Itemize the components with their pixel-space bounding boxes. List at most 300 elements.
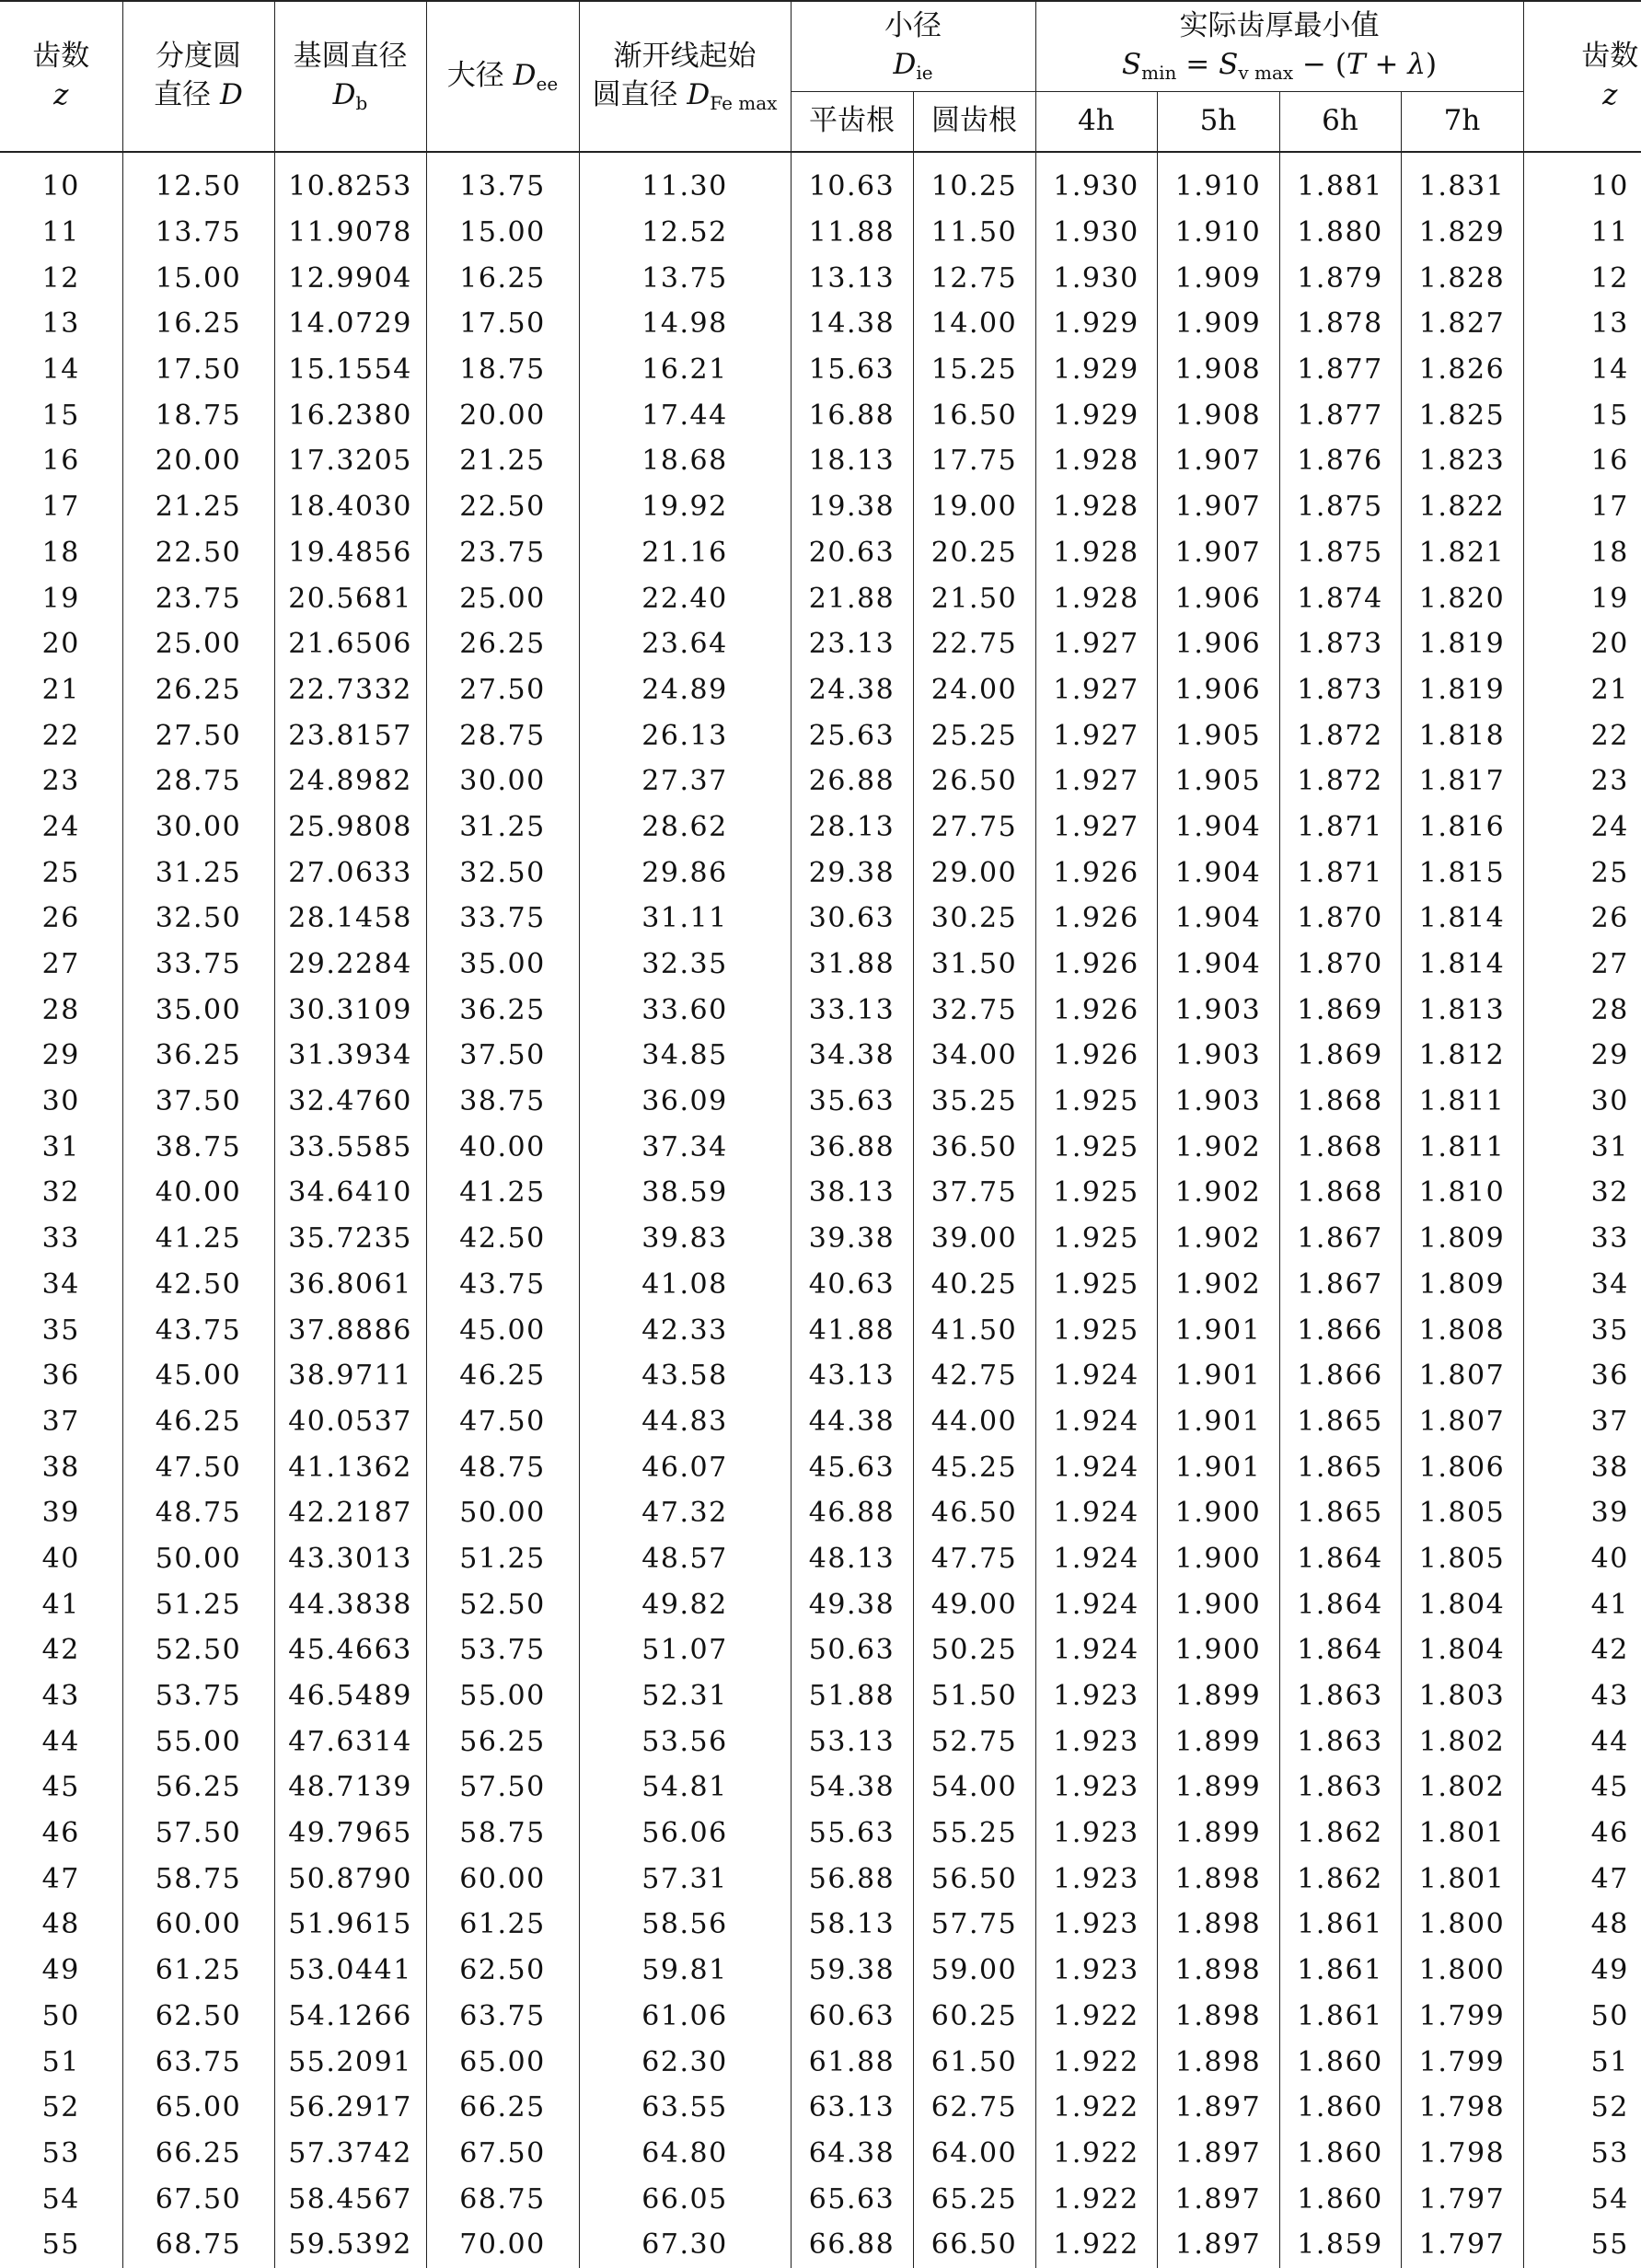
cell-tooth-count: 23 [41,765,80,798]
cell-minor-round-root: 37.75 [913,1170,1035,1216]
table-body [0,152,1641,2268]
cell-base-diameter: 47.6314 [274,1718,426,1765]
cell-smin-5h: 1.902 [1157,1124,1279,1170]
cell-major-diameter: 28.75 [426,712,579,758]
cell-smin-6h: 1.881 [1279,152,1401,210]
cell-tooth-count-right: 39 [1523,1490,1641,1536]
cell-smin-5h: 1.905 [1157,712,1279,758]
cell-smin-4h: 1.923 [1035,1948,1157,1994]
cell-smin-4h: 1.925 [1035,1307,1157,1353]
table-row [0,392,1641,438]
cell-minor-round-root: 54.00 [913,1765,1035,1811]
cell-base-diameter: 43.3013 [274,1536,426,1582]
cell-base-diameter: 16.2380 [274,392,426,438]
cell-involute-start-diameter: 44.83 [579,1399,791,1445]
table-row [0,712,1641,758]
header-svmax-symbol: S [1219,48,1239,82]
cell-pitch-diameter: 55.00 [122,1718,274,1765]
cell-pitch-diameter: 48.75 [122,1490,274,1536]
cell-involute-start-diameter: 53.56 [579,1718,791,1765]
cell-base-diameter: 40.0537 [274,1399,426,1445]
cell-smin-6h: 1.861 [1279,1948,1401,1994]
cell-smin-7h: 1.798 [1401,2131,1523,2177]
cell-minor-flat-root: 11.88 [791,210,913,256]
header-involute-start-label2: 圆直径 [592,78,678,111]
cell-smin-7h: 1.814 [1401,896,1523,942]
cell-smin-6h: 1.860 [1279,2039,1401,2085]
cell-smin-4h: 1.922 [1035,2085,1157,2131]
cell-major-diameter: 50.00 [426,1490,579,1536]
cell-smin-6h: 1.860 [1279,2085,1401,2131]
cell-smin-7h: 1.800 [1401,1902,1523,1948]
cell-smin-5h: 1.899 [1157,1811,1279,1857]
cell-smin-6h: 1.861 [1279,1902,1401,1948]
cell-smin-4h: 1.922 [1035,1994,1157,2040]
cell-pitch-diameter: 25.00 [122,621,274,667]
cell-smin-5h: 1.904 [1157,804,1279,850]
cell-minor-round-root: 60.25 [913,1994,1035,2040]
cell-involute-start-diameter: 59.81 [579,1948,791,1994]
cell-involute-start-diameter: 11.30 [579,152,791,210]
cell-smin-7h: 1.825 [1401,392,1523,438]
cell-involute-start-diameter: 39.83 [579,1216,791,1262]
cell-smin-5h: 1.897 [1157,2222,1279,2268]
cell-major-diameter: 45.00 [426,1307,579,1353]
header-smin-minus: − ( [1293,48,1346,82]
cell-smin-6h: 1.863 [1279,1718,1401,1765]
cell-base-diameter: 49.7965 [274,1811,426,1857]
cell-major-diameter: 32.50 [426,850,579,896]
cell-smin-7h: 1.801 [1401,1856,1523,1902]
header-tooth-count-symbol: z [53,78,69,111]
cell-minor-round-root: 50.25 [913,1627,1035,1673]
cell-major-diameter: 67.50 [426,2131,579,2177]
cell-tooth-count-right: 27 [1523,942,1641,988]
cell-minor-flat-root: 15.63 [791,347,913,393]
cell-tooth-count: 49 [41,1954,80,1987]
table-row [0,1490,1641,1536]
cell-involute-start-diameter: 26.13 [579,712,791,758]
cell-base-diameter: 25.9808 [274,804,426,850]
cell-base-diameter: 18.4030 [274,484,426,530]
cell-involute-start-diameter: 31.11 [579,896,791,942]
cell-tooth-count: 31 [41,1130,80,1163]
cell-smin-5h: 1.910 [1157,152,1279,210]
cell-tooth-count-right: 42 [1523,1627,1641,1673]
cell-involute-start-diameter: 52.31 [579,1673,791,1719]
cell-smin-6h: 1.873 [1279,667,1401,713]
cell-pitch-diameter: 16.25 [122,301,274,347]
table-row [0,1444,1641,1490]
cell-smin-7h: 1.802 [1401,1718,1523,1765]
cell-smin-6h: 1.867 [1279,1216,1401,1262]
table-row [0,667,1641,713]
cell-smin-4h: 1.926 [1035,942,1157,988]
cell-smin-7h: 1.829 [1401,210,1523,256]
cell-minor-round-root: 24.00 [913,667,1035,713]
cell-base-diameter: 21.6506 [274,621,426,667]
header-grade-6h: 6h [1279,91,1401,152]
cell-pitch-diameter: 20.00 [122,438,274,484]
header-tooth-count-right [1523,1,1641,152]
table-row [0,1765,1641,1811]
cell-base-diameter: 31.3934 [274,1033,426,1079]
cell-minor-round-root: 45.25 [913,1444,1035,1490]
cell-smin-6h: 1.862 [1279,1856,1401,1902]
cell-pitch-diameter: 47.50 [122,1444,274,1490]
cell-pitch-diameter: 42.50 [122,1262,274,1308]
table-row [0,1673,1641,1719]
cell-involute-start-diameter: 16.21 [579,347,791,393]
cell-smin-5h: 1.904 [1157,942,1279,988]
cell-smin-6h: 1.860 [1279,2176,1401,2222]
cell-tooth-count-right: 18 [1523,530,1641,576]
cell-base-diameter: 32.4760 [274,1079,426,1125]
cell-tooth-count: 35 [41,1313,80,1347]
cell-base-diameter: 20.5681 [274,575,426,621]
cell-smin-7h: 1.811 [1401,1124,1523,1170]
table-row [0,758,1641,804]
table-row [0,850,1641,896]
cell-smin-6h: 1.868 [1279,1170,1401,1216]
cell-base-diameter: 50.8790 [274,1856,426,1902]
cell-tooth-count: 53 [41,2136,80,2170]
cell-major-diameter: 53.75 [426,1627,579,1673]
cell-involute-start-diameter: 37.34 [579,1124,791,1170]
cell-tooth-count-right: 23 [1523,758,1641,804]
cell-smin-5h: 1.898 [1157,1948,1279,1994]
cell-smin-4h: 1.925 [1035,1216,1157,1262]
table-row [0,1718,1641,1765]
cell-smin-7h: 1.807 [1401,1399,1523,1445]
cell-involute-start-diameter: 17.44 [579,392,791,438]
cell-smin-5h: 1.908 [1157,392,1279,438]
cell-major-diameter: 33.75 [426,896,579,942]
cell-minor-flat-root: 31.88 [791,942,913,988]
cell-smin-7h: 1.813 [1401,987,1523,1033]
cell-pitch-diameter: 65.00 [122,2085,274,2131]
cell-smin-5h: 1.897 [1157,2176,1279,2222]
cell-smin-4h: 1.928 [1035,484,1157,530]
cell-smin-6h: 1.869 [1279,1033,1401,1079]
cell-base-diameter: 29.2284 [274,942,426,988]
cell-smin-7h: 1.801 [1401,1811,1523,1857]
cell-tooth-count: 30 [41,1085,80,1118]
cell-base-diameter: 36.8061 [274,1262,426,1308]
header-tooth-count [0,1,122,152]
cell-smin-6h: 1.865 [1279,1399,1401,1445]
cell-minor-flat-root: 14.38 [791,301,913,347]
header-grade-4h: 4h [1035,91,1157,152]
cell-pitch-diameter: 40.00 [122,1170,274,1216]
cell-minor-round-root: 41.50 [913,1307,1035,1353]
cell-pitch-diameter: 56.25 [122,1765,274,1811]
cell-minor-round-root: 25.25 [913,712,1035,758]
cell-tooth-count-right: 30 [1523,1079,1641,1125]
cell-smin-7h: 1.821 [1401,530,1523,576]
cell-smin-6h: 1.877 [1279,392,1401,438]
cell-smin-5h: 1.906 [1157,575,1279,621]
cell-smin-6h: 1.863 [1279,1765,1401,1811]
cell-smin-5h: 1.897 [1157,2131,1279,2177]
cell-smin-7h: 1.797 [1401,2176,1523,2222]
cell-involute-start-diameter: 47.32 [579,1490,791,1536]
cell-minor-flat-root: 39.38 [791,1216,913,1262]
cell-tooth-count: 39 [41,1497,80,1530]
cell-smin-4h: 1.929 [1035,301,1157,347]
cell-tooth-count: 34 [41,1267,80,1301]
cell-smin-7h: 1.819 [1401,667,1523,713]
cell-major-diameter: 27.50 [426,667,579,713]
cell-major-diameter: 37.50 [426,1033,579,1079]
cell-base-diameter: 59.5392 [274,2222,426,2268]
cell-minor-flat-root: 33.13 [791,987,913,1033]
cell-tooth-count: 21 [41,673,80,706]
cell-smin-4h: 1.925 [1035,1262,1157,1308]
cell-major-diameter: 60.00 [426,1856,579,1902]
cell-minor-flat-root: 36.88 [791,1124,913,1170]
cell-major-diameter: 52.50 [426,1581,579,1627]
cell-tooth-count: 11 [41,216,80,249]
header-grade-7h: 7h [1401,91,1523,152]
cell-pitch-diameter: 67.50 [122,2176,274,2222]
cell-minor-flat-root: 56.88 [791,1856,913,1902]
cell-smin-7h: 1.802 [1401,1765,1523,1811]
cell-smin-6h: 1.863 [1279,1673,1401,1719]
cell-smin-7h: 1.804 [1401,1627,1523,1673]
table-row [0,896,1641,942]
cell-base-diameter: 23.8157 [274,712,426,758]
cell-tooth-count: 50 [41,1999,80,2032]
cell-tooth-count: 29 [41,1039,80,1072]
cell-smin-6h: 1.871 [1279,804,1401,850]
header-smin-T: T [1346,48,1366,82]
cell-smin-5h: 1.907 [1157,484,1279,530]
cell-base-diameter: 15.1554 [274,347,426,393]
table-row [0,942,1641,988]
table-header [0,1,1641,152]
cell-smin-6h: 1.864 [1279,1581,1401,1627]
table-row [0,1033,1641,1079]
cell-tooth-count-right: 13 [1523,301,1641,347]
cell-smin-4h: 1.929 [1035,392,1157,438]
cell-pitch-diameter: 43.75 [122,1307,274,1353]
cell-minor-flat-root: 48.13 [791,1536,913,1582]
cell-tooth-count: 45 [41,1771,80,1804]
cell-smin-7h: 1.807 [1401,1353,1523,1399]
cell-major-diameter: 68.75 [426,2176,579,2222]
cell-tooth-count-right: 54 [1523,2176,1641,2222]
cell-base-diameter: 11.9078 [274,210,426,256]
cell-base-diameter: 27.0633 [274,850,426,896]
cell-major-diameter: 43.75 [426,1262,579,1308]
cell-tooth-count-right: 49 [1523,1948,1641,1994]
cell-base-diameter: 12.9904 [274,255,426,301]
table-row [0,2085,1641,2131]
cell-smin-6h: 1.865 [1279,1490,1401,1536]
header-flat-root: 平齿根 [791,91,913,152]
cell-minor-flat-root: 28.13 [791,804,913,850]
cell-pitch-diameter: 31.25 [122,850,274,896]
cell-base-diameter: 10.8253 [274,152,426,210]
cell-smin-4h: 1.923 [1035,1856,1157,1902]
cell-pitch-diameter: 30.00 [122,804,274,850]
cell-involute-start-diameter: 19.92 [579,484,791,530]
cell-smin-4h: 1.927 [1035,712,1157,758]
cell-tooth-count-right: 48 [1523,1902,1641,1948]
cell-involute-start-diameter: 33.60 [579,987,791,1033]
cell-smin-4h: 1.922 [1035,2222,1157,2268]
cell-base-diameter: 45.4663 [274,1627,426,1673]
cell-smin-4h: 1.923 [1035,1765,1157,1811]
header-round-root: 圆齿根 [913,91,1035,152]
cell-smin-4h: 1.928 [1035,438,1157,484]
cell-pitch-diameter: 62.50 [122,1994,274,2040]
cell-involute-start-diameter: 48.57 [579,1536,791,1582]
cell-pitch-diameter: 15.00 [122,255,274,301]
cell-tooth-count: 40 [41,1542,80,1575]
header-min-tooth-thickness [1035,1,1523,91]
cell-major-diameter: 36.25 [426,987,579,1033]
cell-smin-6h: 1.870 [1279,942,1401,988]
cell-smin-5h: 1.903 [1157,1079,1279,1125]
cell-smin-4h: 1.926 [1035,987,1157,1033]
cell-involute-start-diameter: 34.85 [579,1033,791,1079]
cell-smin-5h: 1.898 [1157,1856,1279,1902]
cell-smin-4h: 1.927 [1035,667,1157,713]
cell-involute-start-diameter: 41.08 [579,1262,791,1308]
cell-involute-start-diameter: 28.62 [579,804,791,850]
cell-pitch-diameter: 60.00 [122,1902,274,1948]
cell-smin-7h: 1.817 [1401,758,1523,804]
cell-pitch-diameter: 32.50 [122,896,274,942]
table-row [0,1536,1641,1582]
cell-minor-round-root: 64.00 [913,2131,1035,2177]
header-tooth-count-right-label: 齿数 [1581,40,1639,74]
table-row [0,1581,1641,1627]
cell-smin-5h: 1.901 [1157,1444,1279,1490]
cell-minor-round-root: 32.75 [913,987,1035,1033]
cell-smin-4h: 1.925 [1035,1124,1157,1170]
cell-base-diameter: 35.7235 [274,1216,426,1262]
cell-involute-start-diameter: 66.05 [579,2176,791,2222]
cell-smin-6h: 1.871 [1279,850,1401,896]
cell-base-diameter: 56.2917 [274,2085,426,2131]
cell-smin-4h: 1.923 [1035,1902,1157,1948]
cell-pitch-diameter: 51.25 [122,1581,274,1627]
cell-smin-4h: 1.923 [1035,1673,1157,1719]
cell-tooth-count: 14 [41,353,80,387]
cell-base-diameter: 46.5489 [274,1673,426,1719]
cell-smin-7h: 1.799 [1401,1994,1523,2040]
cell-smin-6h: 1.868 [1279,1079,1401,1125]
cell-minor-round-root: 57.75 [913,1902,1035,1948]
cell-smin-6h: 1.864 [1279,1536,1401,1582]
cell-involute-start-diameter: 54.81 [579,1765,791,1811]
cell-smin-7h: 1.800 [1401,1948,1523,1994]
cell-smin-5h: 1.899 [1157,1718,1279,1765]
table-row [0,1353,1641,1399]
cell-tooth-count-right: 26 [1523,896,1641,942]
table-row [0,1124,1641,1170]
cell-minor-round-root: 34.00 [913,1033,1035,1079]
cell-minor-round-root: 39.00 [913,1216,1035,1262]
cell-smin-7h: 1.812 [1401,1033,1523,1079]
cell-involute-start-diameter: 24.89 [579,667,791,713]
cell-major-diameter: 31.25 [426,804,579,850]
cell-minor-round-root: 47.75 [913,1536,1035,1582]
cell-involute-start-diameter: 64.80 [579,2131,791,2177]
cell-smin-4h: 1.924 [1035,1399,1157,1445]
cell-major-diameter: 62.50 [426,1948,579,1994]
cell-smin-5h: 1.898 [1157,1994,1279,2040]
cell-smin-4h: 1.926 [1035,1033,1157,1079]
cell-tooth-count-right: 14 [1523,347,1641,393]
cell-involute-start-diameter: 51.07 [579,1627,791,1673]
cell-tooth-count-right: 44 [1523,1718,1641,1765]
cell-smin-4h: 1.930 [1035,210,1157,256]
table-row [0,1994,1641,2040]
cell-involute-start-diameter: 14.98 [579,301,791,347]
cell-involute-start-diameter: 63.55 [579,2085,791,2131]
cell-minor-flat-root: 25.63 [791,712,913,758]
cell-major-diameter: 17.50 [426,301,579,347]
cell-pitch-diameter: 61.25 [122,1948,274,1994]
cell-minor-round-root: 16.50 [913,392,1035,438]
table-row [0,2176,1641,2222]
cell-smin-7h: 1.819 [1401,621,1523,667]
cell-involute-start-diameter: 36.09 [579,1079,791,1125]
cell-minor-flat-root: 58.13 [791,1902,913,1948]
cell-minor-flat-root: 49.38 [791,1581,913,1627]
cell-tooth-count-right: 24 [1523,804,1641,850]
cell-smin-7h: 1.826 [1401,347,1523,393]
cell-involute-start-diameter: 21.16 [579,530,791,576]
cell-smin-5h: 1.900 [1157,1490,1279,1536]
cell-tooth-count-right: 37 [1523,1399,1641,1445]
cell-tooth-count: 55 [41,2228,80,2262]
cell-major-diameter: 23.75 [426,530,579,576]
cell-smin-5h: 1.906 [1157,621,1279,667]
cell-major-diameter: 20.00 [426,392,579,438]
table-row [0,1856,1641,1902]
cell-smin-6h: 1.862 [1279,1811,1401,1857]
table-row [0,1811,1641,1857]
cell-major-diameter: 70.00 [426,2222,579,2268]
cell-minor-round-root: 14.00 [913,301,1035,347]
header-smin-eq: = [1176,48,1219,82]
cell-base-diameter: 38.9711 [274,1353,426,1399]
cell-minor-flat-root: 18.13 [791,438,913,484]
cell-minor-round-root: 65.25 [913,2176,1035,2222]
cell-smin-7h: 1.805 [1401,1536,1523,1582]
cell-smin-6h: 1.866 [1279,1307,1401,1353]
cell-base-diameter: 55.2091 [274,2039,426,2085]
cell-minor-round-root: 36.50 [913,1124,1035,1170]
table-row [0,2039,1641,2085]
cell-smin-5h: 1.900 [1157,1536,1279,1582]
header-involute-start-symbol: D [687,78,711,111]
cell-minor-round-root: 11.50 [913,210,1035,256]
table-row [0,804,1641,850]
cell-smin-7h: 1.827 [1401,301,1523,347]
cell-smin-5h: 1.901 [1157,1399,1279,1445]
table-row [0,1948,1641,1994]
cell-minor-round-root: 40.25 [913,1262,1035,1308]
cell-smin-5h: 1.899 [1157,1765,1279,1811]
cell-minor-flat-root: 21.88 [791,575,913,621]
cell-major-diameter: 46.25 [426,1353,579,1399]
